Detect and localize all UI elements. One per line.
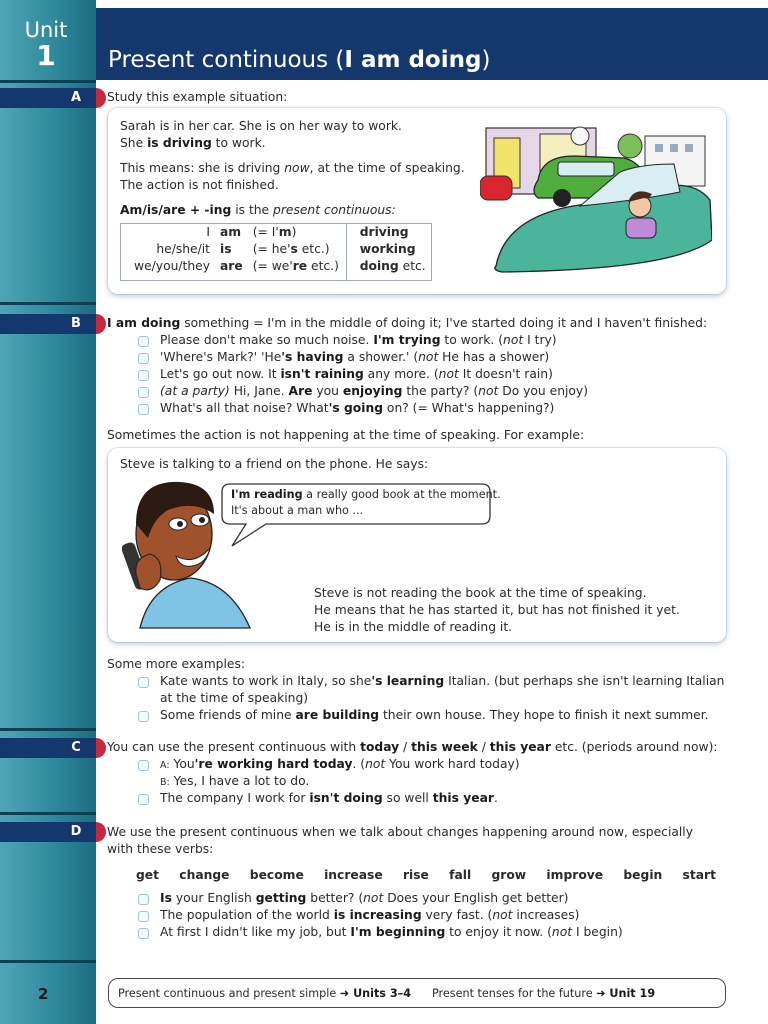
left-rail: [0, 0, 96, 1024]
section-b-line: I am doing something = I'm in the middle of doing it; I've started doing it and I haven't finished:: [107, 316, 708, 330]
section-c-line: You can use the present continuous with today / this week / this year etc. (periods around now):: [107, 740, 718, 754]
verb-item: get: [136, 868, 160, 882]
bullet-icon: [138, 336, 149, 347]
rail-separator: [0, 728, 96, 731]
conjugation-table: [120, 224, 431, 275]
example-line: A: You're working hard today. (not You work hard today): [160, 757, 520, 771]
example-line: What's all that noise? What's going on? (= What's happening?): [160, 401, 555, 415]
bullet-icon: [138, 370, 149, 381]
table-row: we/you/they are (= we're etc.) doing etc.: [134, 259, 426, 273]
unit-number: 1: [36, 39, 56, 72]
page-title: Present continuous (I am doing): [108, 47, 491, 73]
section-a-marker: [96, 88, 106, 108]
bullet-icon: [138, 928, 149, 939]
rail-separator: [0, 80, 96, 83]
note-line: Steve is not reading the book at the time of speaking.: [314, 586, 647, 600]
example-line: The company I work for isn't doing so well this year.: [160, 791, 498, 805]
example-line: Sarah is in her car. She is on her way to work.: [120, 119, 402, 133]
bullet-icon: [138, 760, 149, 771]
example-line: Steve is talking to a friend on the phone. He says:: [120, 457, 429, 471]
example-line: B: Yes, I have a lot to do.: [160, 774, 310, 788]
rail-separator: [0, 812, 96, 815]
bullet-icon: [138, 404, 149, 415]
verb-item: rise: [402, 868, 429, 882]
example-line: at the time of speaking): [160, 691, 309, 705]
rule-line: Am/is/are + -ing is the present continuous:: [120, 203, 396, 217]
example-line: The population of the world is increasing very fast. (not increases): [160, 908, 580, 922]
table-row: he/she/it is (= he's etc.) working: [156, 242, 416, 256]
verb-item: change: [179, 868, 230, 882]
example-line: Is your English getting better? (not Does your English get better): [160, 891, 569, 905]
cross-reference-link[interactable]: Present tenses for the future ➜ Unit 19: [432, 987, 656, 1000]
example-line: At first I didn't like my job, but I'm beginning to enjoy it now. (not I begin): [160, 925, 623, 939]
section-d-line: We use the present continuous when we talk about changes happening around now, especially: [107, 825, 694, 839]
example-line: Some friends of mine are building their own house. They hope to finish it next summer.: [160, 708, 709, 722]
example-line: The action is not finished.: [120, 178, 279, 192]
bullet-icon: [138, 711, 149, 722]
section-c-marker: [96, 738, 106, 758]
section-d-line: with these verbs:: [107, 842, 214, 856]
verb-item: begin: [623, 868, 663, 882]
example-line: 'Where's Mark?' 'He's having a shower.' (not He has a shower): [160, 350, 550, 364]
verb-item: become: [249, 868, 304, 882]
section-d-letter: D: [70, 824, 82, 839]
bullet-icon: [138, 794, 149, 805]
rail-separator: [0, 302, 96, 305]
bullet-icon: [138, 911, 149, 922]
bullet-icon: [138, 894, 149, 905]
unit-label: Unit: [24, 18, 68, 42]
section-b-marker: [96, 314, 106, 334]
section-b-line: Some more examples:: [107, 657, 246, 671]
example-line: (at a party) Hi, Jane. Are you enjoying the party? (not Do you enjoy): [160, 384, 588, 398]
table-row: I am (= I'm) driving: [206, 225, 409, 239]
example-line: This means: she is driving now, at the time of speaking.: [120, 161, 465, 175]
note-line: He means that he has started it, but has not finished it yet.: [314, 603, 680, 617]
example-line: Let's go out now. It isn't raining any more. (not It doesn't rain): [160, 367, 553, 381]
cross-reference-link[interactable]: Present continuous and present simple ➜ Units 3–4: [118, 987, 412, 1000]
section-b-line: Sometimes the action is not happening at the time of speaking. For example:: [107, 428, 585, 442]
speech-text: I'm reading a really good book at the moment.: [231, 488, 501, 501]
verb-list: [136, 866, 716, 884]
car-driving-illustration: [480, 124, 712, 284]
section-d-marker: [96, 822, 106, 842]
bullet-icon: [138, 387, 149, 398]
bullet-icon: [138, 677, 149, 688]
note-line: He is in the middle of reading it.: [314, 620, 513, 634]
verb-item: increase: [324, 868, 383, 882]
verb-item: grow: [491, 868, 527, 882]
example-line: Please don't make so much noise. I'm trying to work. (not I try): [160, 333, 557, 347]
verb-item: improve: [546, 868, 604, 882]
speech-text: It's about a man who ...: [231, 504, 364, 517]
section-a-letter: A: [70, 90, 82, 105]
verb-item: start: [682, 868, 716, 882]
man-on-phone-illustration: [122, 478, 258, 638]
page-number: 2: [38, 985, 49, 1003]
example-line: Kate wants to work in Italy, so she's learning Italian. (but perhaps she isn't learning Italian: [160, 674, 725, 688]
bullet-icon: [138, 353, 149, 364]
section-a-intro: Study this example situation:: [107, 90, 288, 104]
verb-item: fall: [449, 868, 472, 882]
rail-separator: [0, 960, 96, 963]
section-b-letter: B: [71, 316, 81, 331]
section-c-letter: C: [71, 740, 81, 755]
example-line: She is driving to work.: [120, 136, 266, 150]
